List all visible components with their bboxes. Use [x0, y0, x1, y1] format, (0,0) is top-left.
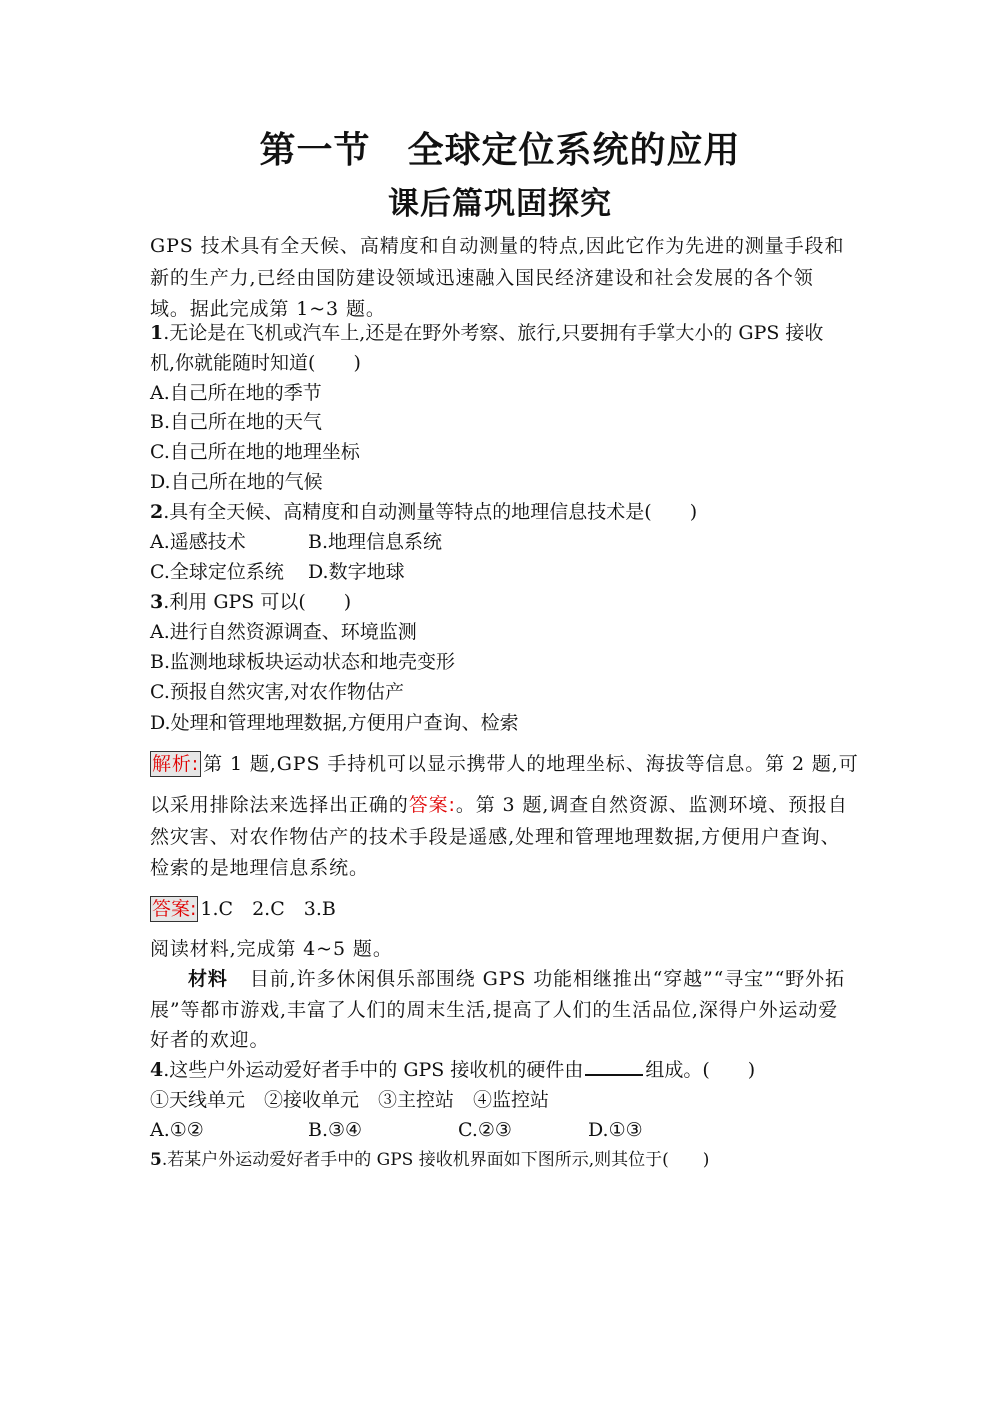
- question-1-stem: [150, 318, 823, 348]
- question-3-option-c: C.预报自然灾害,对农作物估产: [150, 681, 404, 703]
- question-1-option-c: C.自己所在地的地理坐标: [150, 441, 360, 463]
- material-label: 材料: [188, 968, 228, 990]
- question-4-option-c: C.②③: [458, 1119, 512, 1141]
- material-text: 目前,许多休闲俱乐部围绕 GPS 功能相继推出“穿越”“寻宝”“野外拓: [249, 968, 845, 990]
- fill-in-blank: [585, 1056, 643, 1076]
- question-4-stem: [150, 1055, 755, 1085]
- material-line-1: [150, 964, 845, 994]
- question-2-stem: [150, 497, 697, 527]
- question-4-items: ①天线单元 ②接收单元 ③主控站 ④监控站: [150, 1089, 550, 1111]
- section-2-intro: 阅读材料,完成第 4~5 题。: [150, 938, 393, 960]
- question-text: .具有全天候、高精度和自动测量等特点的地理信息技术是( ): [163, 501, 698, 523]
- question-number: 4: [150, 1059, 164, 1081]
- question-1-option-b: B.自己所在地的天气: [150, 411, 323, 433]
- question-text: .若某户外运动爱好者手中的 GPS 接收机界面如下图所示,则其位于( ): [161, 1150, 710, 1170]
- answer-label: 答案:: [152, 898, 197, 920]
- analysis-line-4: 检索的是地理信息系统。: [150, 857, 369, 879]
- question-3-option-b: B.监测地球板块运动状态和地壳变形: [150, 651, 456, 673]
- question-4-option-b: B.③④: [308, 1119, 363, 1141]
- question-text: .无论是在飞机或汽车上,还是在野外考察、旅行,只要拥有手掌大小的 GPS 接收: [163, 322, 824, 344]
- question-text: .这些户外运动爱好者手中的 GPS 接收机的硬件由: [163, 1059, 584, 1081]
- material-line-3: 好者的欢迎。: [150, 1029, 270, 1051]
- page-subtitle: 课后篇巩固探究: [388, 186, 612, 222]
- question-2-options-row-1: [150, 527, 442, 557]
- intro-line: GPS 技术具有全天候、高精度和自动测量的特点,因此它作为先进的测量手段和: [150, 235, 845, 257]
- intro-line: 新的生产力,已经由国防建设领域迅速融入国民经济建设和社会发展的各个领: [150, 267, 814, 289]
- material-line-2: 展”等都市游戏,丰富了人们的周末生活,提高了人们的生活品位,深得户外运动爱: [150, 999, 839, 1021]
- answer-line: [150, 894, 336, 924]
- question-3-stem: [150, 587, 351, 617]
- question-4-options: [150, 1115, 643, 1145]
- question-2-options-row-2: [150, 557, 405, 587]
- question-number: 3: [150, 591, 164, 613]
- analysis-line-1: [150, 749, 859, 779]
- question-text: 组成。( ): [645, 1059, 756, 1081]
- question-number: 5: [150, 1150, 162, 1170]
- question-2-option-a: A.遥感技术: [150, 531, 246, 553]
- answer-text: 1.C 2.C 3.B: [200, 898, 336, 920]
- analysis-text: 。第 3 题,调查自然资源、监测环境、预报自: [455, 794, 848, 816]
- question-4-option-d: D.①③: [588, 1119, 643, 1141]
- question-1-option-a: A.自己所在地的季节: [150, 382, 322, 404]
- analysis-label: 解析:: [152, 753, 200, 775]
- question-2-option-d: D.数字地球: [308, 561, 405, 583]
- question-2-option-c: C.全球定位系统: [150, 561, 284, 583]
- question-5-stem: [150, 1145, 709, 1175]
- question-1-option-d: D.自己所在地的气候: [150, 471, 323, 493]
- question-3-option-d: D.处理和管理地理数据,方便用户查询、检索: [150, 712, 519, 734]
- analysis-text: 以采用排除法来选择出正确的: [150, 794, 409, 816]
- question-text: .利用 GPS 可以( ): [163, 591, 352, 613]
- question-number: 2: [150, 501, 164, 523]
- answer-inline-label: 答案:: [408, 794, 456, 816]
- analysis-text: 第 1 题,GPS 手持机可以显示携带人的地理坐标、海拔等信息。第 2 题,可: [203, 753, 859, 775]
- question-1-stem-cont: 机,你就能随时知道( ): [150, 352, 361, 374]
- question-4-option-a: A.①②: [150, 1119, 204, 1141]
- intro-line: 域。据此完成第 1~3 题。: [150, 298, 386, 320]
- question-2-option-b: B.地理信息系统: [308, 531, 443, 553]
- question-number: 1: [150, 322, 164, 344]
- question-3-option-a: A.进行自然资源调查、环境监测: [150, 621, 417, 643]
- analysis-line-2: [150, 790, 848, 820]
- analysis-line-3: 然灾害、对农作物估产的技术手段是遥感,处理和管理地理数据,方便用户查询、: [150, 826, 841, 848]
- page-title: 第一节 全球定位系统的应用: [259, 130, 741, 171]
